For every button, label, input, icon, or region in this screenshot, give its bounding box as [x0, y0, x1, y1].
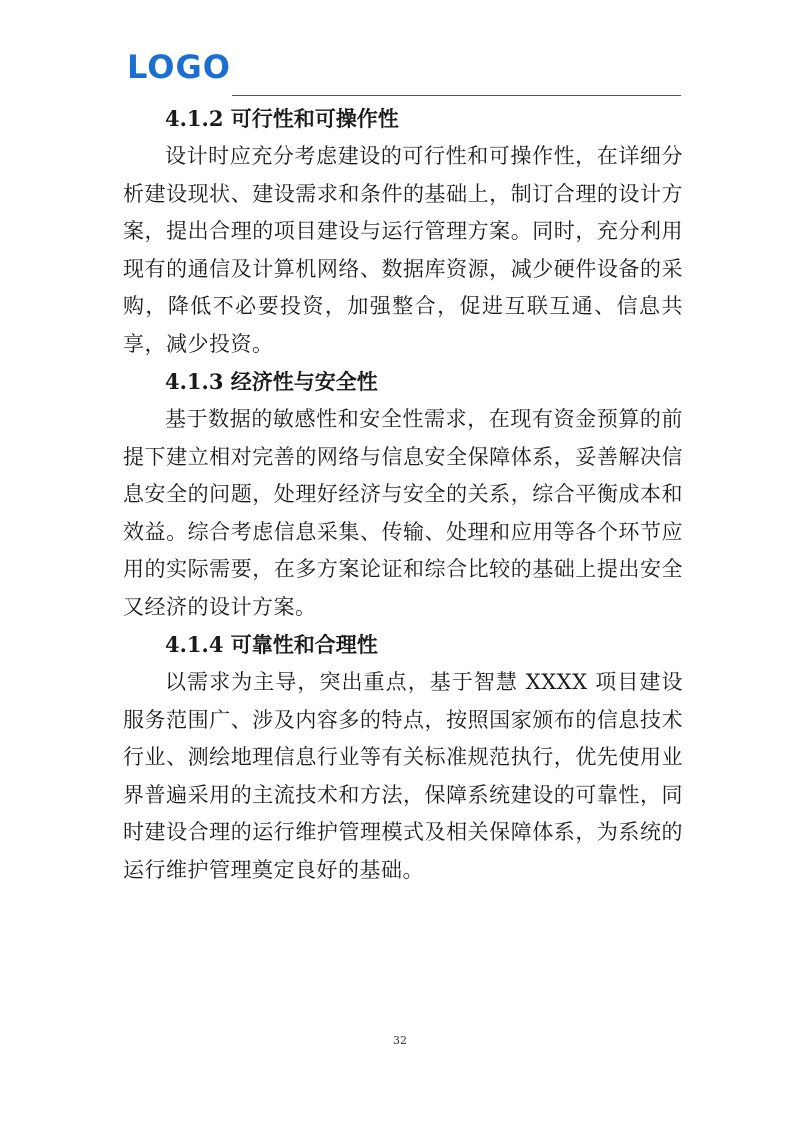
document-body: [123, 100, 683, 889]
header-divider: [232, 95, 681, 96]
logo: [127, 50, 231, 84]
section-paragraph-4-1-4: 以需求为主导，突出重点，基于智慧 XXXX 项目建设服务范围广、涉及内容多的特点，按照国家颁布的信息技术行业、测绘地理信息行业等有关标准规范执行，优先使用业界普遍采用的主流技术和方法，保障系统建设的可靠性，同时建设合理的运行维护管理模式及相关保障体系，为系统的运行维护管理奠定良好的基础。: [123, 670, 683, 882]
page-number: 32: [393, 1034, 407, 1047]
section-heading-4-1-4: 4.1.4 可靠性和合理性: [165, 632, 378, 657]
logo-text: LOGO: [127, 48, 231, 86]
section-paragraph-4-1-2: 设计时应充分考虑建设的可行性和可操作性，在详细分析建设现状、建设需求和条件的基础上，制订合理的设计方案，提出合理的项目建设与运行管理方案。同时，充分利用现有的通信及计算机网络、数据库资源，减少硬件设备的采购，降低不必要投资，加强整合，促进互联互通、信息共享，减少投资。: [123, 144, 683, 356]
section-heading-4-1-3: 4.1.3 经济性与安全性: [165, 369, 378, 394]
section-heading-4-1-2: 4.1.2 可行性和可操作性: [165, 106, 399, 131]
section-paragraph-4-1-3: 基于数据的敏感性和安全性需求，在现有资金预算的前提下建立相对完善的网络与信息安全保障体系，妥善解决信息安全的问题，处理好经济与安全的关系，综合平衡成本和效益。综合考虑信息采集、传输、处理和应用等各个环节应用的实际需要，在多方案论证和综合比较的基础上提出安全又经济的设计方案。: [123, 407, 683, 619]
